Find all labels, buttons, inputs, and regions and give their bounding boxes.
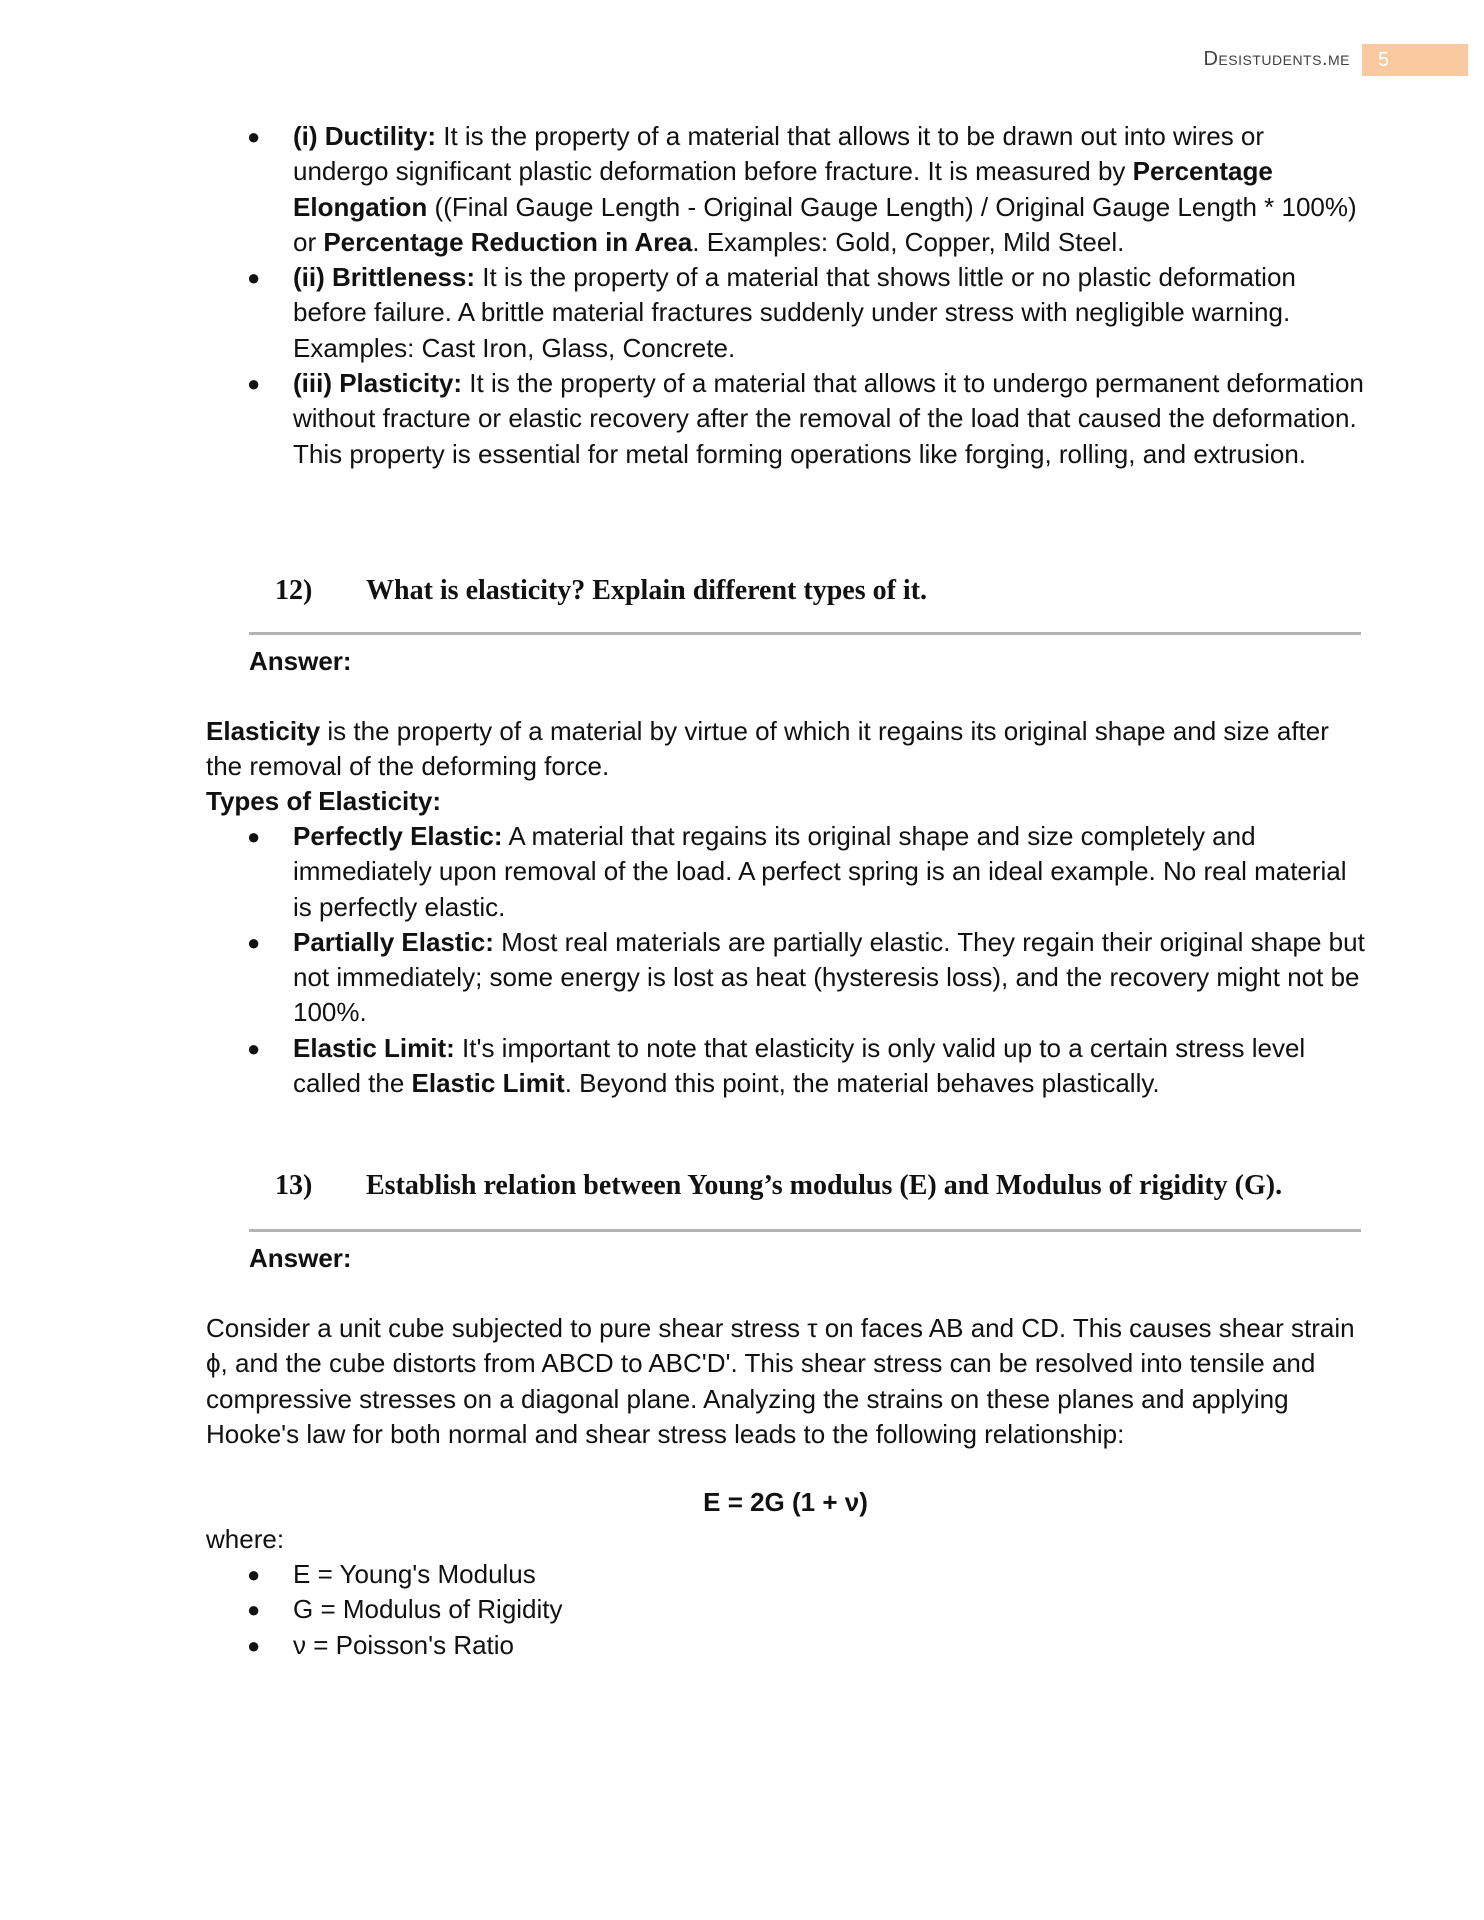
- answer-label: Answer:: [249, 646, 352, 676]
- bullet-icon: ●: [247, 265, 261, 291]
- list-item: ● G = Modulus of Rigidity: [206, 1592, 1366, 1627]
- question-text: Establish relation between Young’s modulus (E) and Modulus of rigidity (G).: [366, 1170, 1283, 1201]
- answer-label: Answer:: [249, 1243, 352, 1273]
- bullet-icon: ●: [247, 929, 261, 955]
- question-text: What is elasticity? Explain different types of it.: [366, 575, 928, 606]
- bullet-icon: ●: [247, 371, 261, 397]
- types-heading: Types of Elasticity:: [206, 786, 442, 816]
- question-12-heading: [275, 575, 927, 607]
- question-13-heading: [275, 1170, 1282, 1202]
- formula: E = 2G (1 + ν): [703, 1487, 868, 1517]
- bullet-icon: ●: [247, 1562, 261, 1587]
- derivation-paragraph: Consider a unit cube subjected to pure shear stress τ on faces AB and CD. This causes shear strain ϕ, and the cube distorts from ABCD to ABC'D'. This shear stress can be resolved into tensile and compressive stresses on a diagonal plane. Analyzing the strains on these planes and applying Hooke's law for both normal and shear stress leads to the following relationship:: [206, 1313, 1355, 1449]
- elasticity-definition: Elasticity is the property of a material by virtue of which it regains its original shape and size after the removal of the deforming force.: [206, 716, 1329, 782]
- list-item: ● Elastic Limit: It's important to note that elasticity is only valid up to a certain stress level called the Elastic Limit. Beyond this point, the material behaves plastically.: [247, 1032, 1306, 1099]
- page-header: [0, 44, 1484, 76]
- list-item: ● ν = Poisson's Ratio: [206, 1628, 1366, 1663]
- list-item: ● Perfectly Elastic: A material that regains its original shape and size completely and immediately upon removal of the load. A perfect spring is an ideal example. No real material is perfectly elastic.: [247, 821, 1347, 922]
- term: (i) Ductility:: [293, 121, 436, 151]
- bullet-icon: ●: [247, 1597, 261, 1623]
- divider: [249, 632, 1361, 635]
- page-number: 5: [1362, 44, 1468, 76]
- list-item: ● E = Young's Modulus: [206, 1557, 1366, 1592]
- bullet-icon: ●: [247, 1632, 261, 1658]
- list-item: ● (iii) Plasticity: It is the property of a material that allows it to undergo permanent deformation without fracture or elastic recovery after the removal of the load that caused the deformation. This property is essential for metal forming operations like forging, rolling, and extrusion.: [247, 368, 1364, 469]
- elasticity-types-list: [206, 819, 1366, 1101]
- list-item: ● Partially Elastic: Most real materials are partially elastic. They regain their original shape but not immediately; some energy is lost as heat (hysteresis loss), and the recovery might not be 100%.: [247, 926, 1365, 1028]
- term: (ii) Brittleness:: [293, 262, 476, 293]
- where-list: [206, 1557, 1366, 1663]
- question-number: 12): [275, 575, 313, 606]
- bullet-icon: ●: [247, 124, 261, 149]
- term: (iii) Plasticity:: [293, 368, 463, 399]
- divider: [249, 1229, 1361, 1232]
- question-number: 13): [275, 1170, 313, 1201]
- site-name: Desistudents.me: [1203, 48, 1350, 70]
- list-item: ● (ii) Brittleness: It is the property of a material that shows little or no plastic deformation before failure. A brittle material fractures suddenly under stress with negligible warning. Examples: Cast Iron, Glass, Concrete.: [247, 262, 1296, 363]
- list-item: ● (i) Ductility: It is the property of a material that allows it to be drawn out into wires or undergo significant plastic deformation before fracture. It is measured by Percentage Elongation ((Final Gauge Length - Original Gauge Length) / Original Gauge Length * 100%) or Percentage Reduction in Area. Examples: Gold, Copper, Mild Steel.: [247, 121, 1357, 257]
- bullet-icon: ●: [247, 1035, 261, 1061]
- properties-list: [206, 119, 1366, 472]
- where-label: where:: [206, 1524, 285, 1554]
- bullet-icon: ●: [247, 824, 261, 849]
